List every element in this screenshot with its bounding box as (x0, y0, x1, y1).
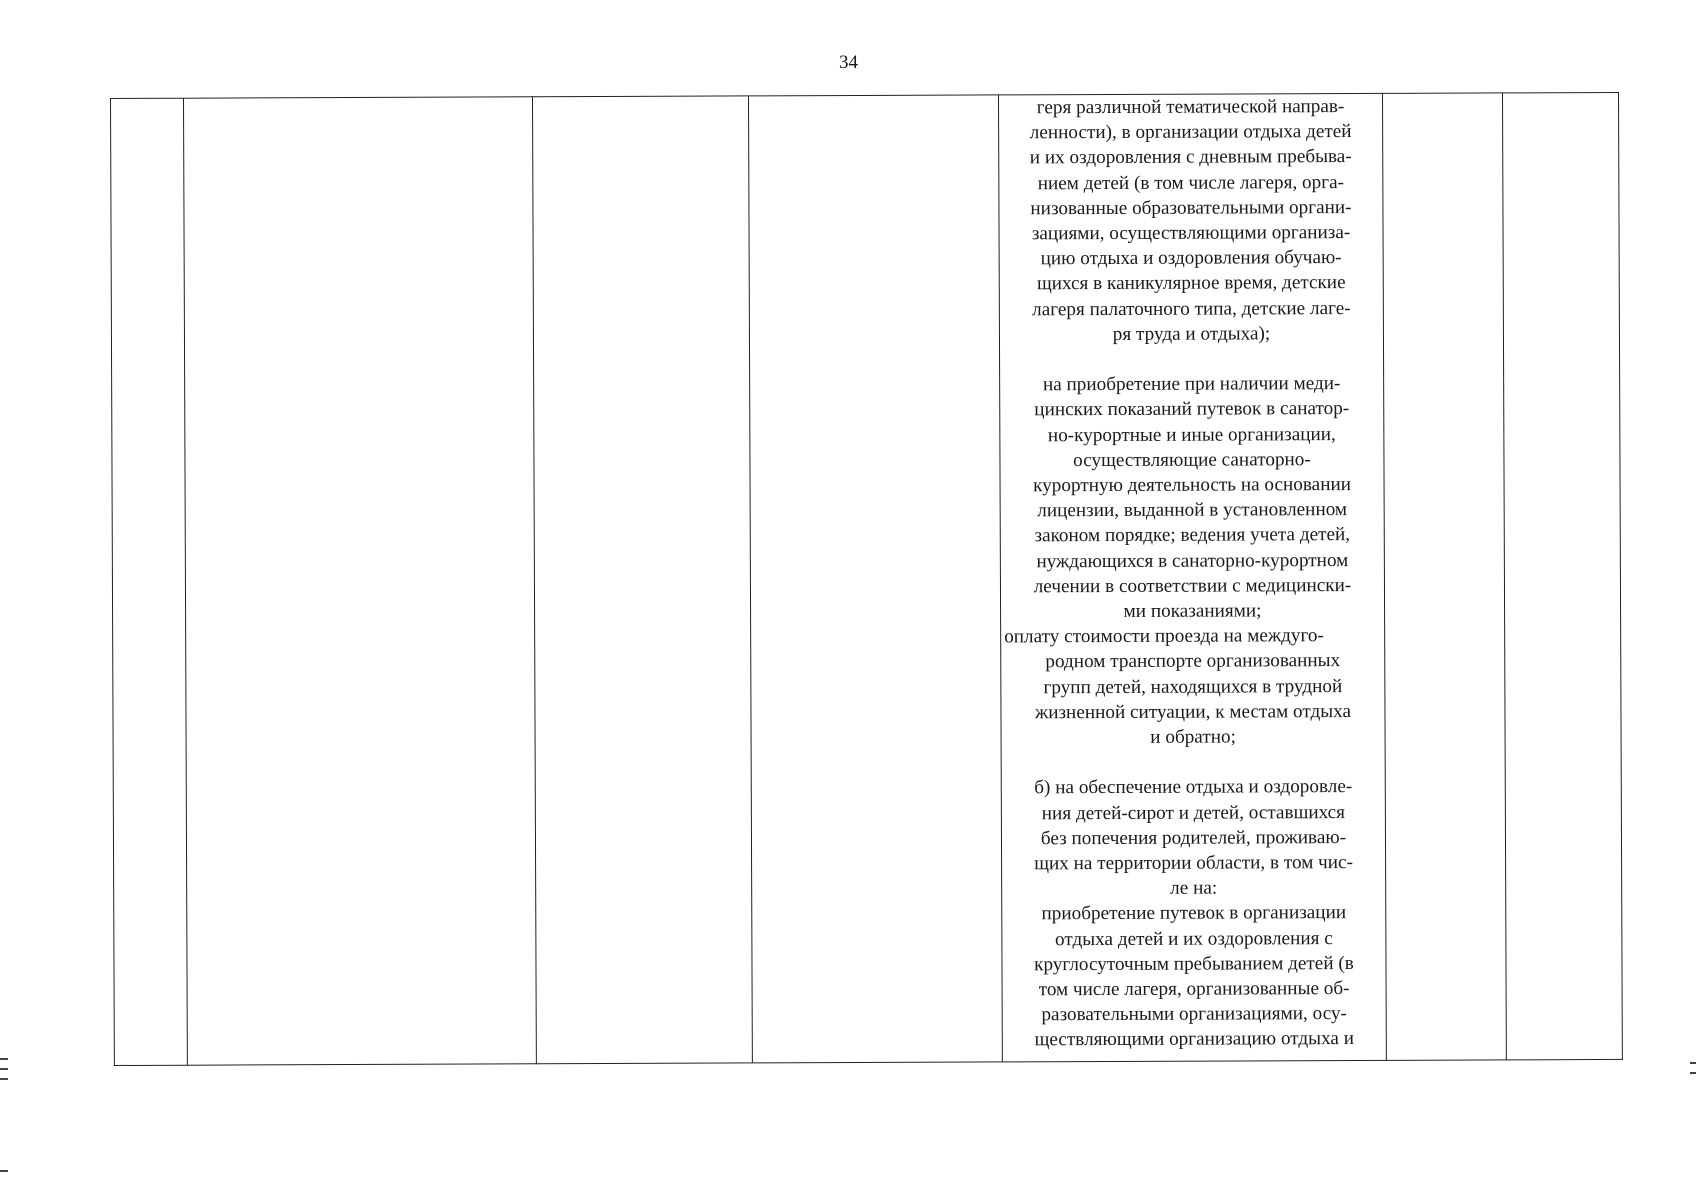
text-line: низованные образовательными органи- (1030, 196, 1352, 220)
text-line: групп детей, находящихся в трудной (1043, 675, 1343, 698)
table-cell-col4 (748, 95, 1002, 1063)
text-line: и их оздоровления с дневным пребыва- (1029, 146, 1352, 169)
text-line: цинских показаний путевок в санатор- (1034, 398, 1350, 421)
text-line: ле на: (1170, 877, 1218, 900)
text-line: осуществляющие санаторно- (1073, 449, 1311, 471)
text-line: геря различной тематической направ- (1036, 96, 1345, 119)
text-line: на приобретение при наличии меди- (1042, 373, 1341, 396)
text-line: б) на обеспечение отдыха и оздоровле- (1034, 776, 1353, 799)
text-line: нуждающихся в санаторно-курортном (1036, 549, 1349, 572)
scan-edge-mark (1690, 1072, 1696, 1074)
paragraph-gap (1003, 346, 1380, 373)
text-line: приобретение путевок в организации (1041, 902, 1347, 925)
text-line: ния детей-сирот и детей, оставшихся (1041, 801, 1346, 824)
text-line: но-курортные и иные организации, (1047, 423, 1336, 446)
table-cell-description (998, 93, 1386, 1062)
text-line: лечении в соответствии с медицински- (1033, 574, 1352, 598)
text-line: законом порядке; ведения учета детей, (1034, 524, 1351, 547)
table-cell-col2 (184, 97, 537, 1065)
text-line: ленности), в организации отдыха детей (1029, 121, 1352, 144)
text-block-3 (1005, 774, 1383, 1053)
table-cell-col1 (111, 98, 188, 1065)
text-line: лицензии, выданной в установленном (1037, 499, 1348, 522)
text-block-2 (1003, 371, 1382, 751)
text-line: и обратно; (1150, 726, 1236, 748)
paragraph-gap (1005, 749, 1382, 776)
table-cell-col7 (1502, 92, 1622, 1059)
text-line: отдыха детей и их оздоровления с (1054, 927, 1333, 950)
text-line: оплату стоимости проезда на междуго- (1004, 625, 1324, 648)
table-cell-col6 (1382, 93, 1506, 1060)
table-row (111, 92, 1623, 1065)
text-line: разовательными организациями, осу- (1041, 1003, 1347, 1026)
text-line: ря труда и отдыха); (1112, 323, 1271, 345)
text-line: жизненной ситуации, к местам отдыха (1034, 700, 1352, 724)
text-line: лагеря палаточного типа, детские лаге- (1032, 297, 1351, 320)
text-line: без попечения родителей, проживаю- (1040, 826, 1347, 850)
text-line: нием детей (в том числе лагеря, орга- (1037, 171, 1345, 194)
text-line: круглосуточным пребыванием детей (в (1034, 952, 1354, 976)
scan-edge-mark (0, 1068, 8, 1070)
text-line: ми показаниями; (1123, 600, 1262, 622)
text-line: щихся в каникулярное время, детские (1036, 272, 1346, 295)
text-line: курортную деятельность на основании (1033, 474, 1352, 497)
scan-edge-mark (0, 1078, 8, 1080)
text-line: цию отдыха и оздоровления обучаю- (1040, 247, 1342, 270)
page-number: 34 (839, 52, 858, 73)
scan-edge-mark (1690, 1062, 1696, 1064)
document-table (110, 92, 1623, 1066)
text-line: том числе лагеря, организованные об- (1038, 978, 1350, 1001)
table-cell-col3 (532, 96, 752, 1064)
scan-edge-mark (0, 1170, 8, 1172)
text-line: ществляющими организацию отдыха и (1034, 1028, 1355, 1051)
text-line: щих на территории области, в том чис- (1034, 852, 1353, 875)
text-block-1 (1002, 94, 1380, 348)
text-line: зациями, осуществляющими организа- (1031, 222, 1351, 245)
scan-edge-mark (0, 1058, 8, 1060)
text-line: родном транспорте организованных (1045, 650, 1341, 673)
